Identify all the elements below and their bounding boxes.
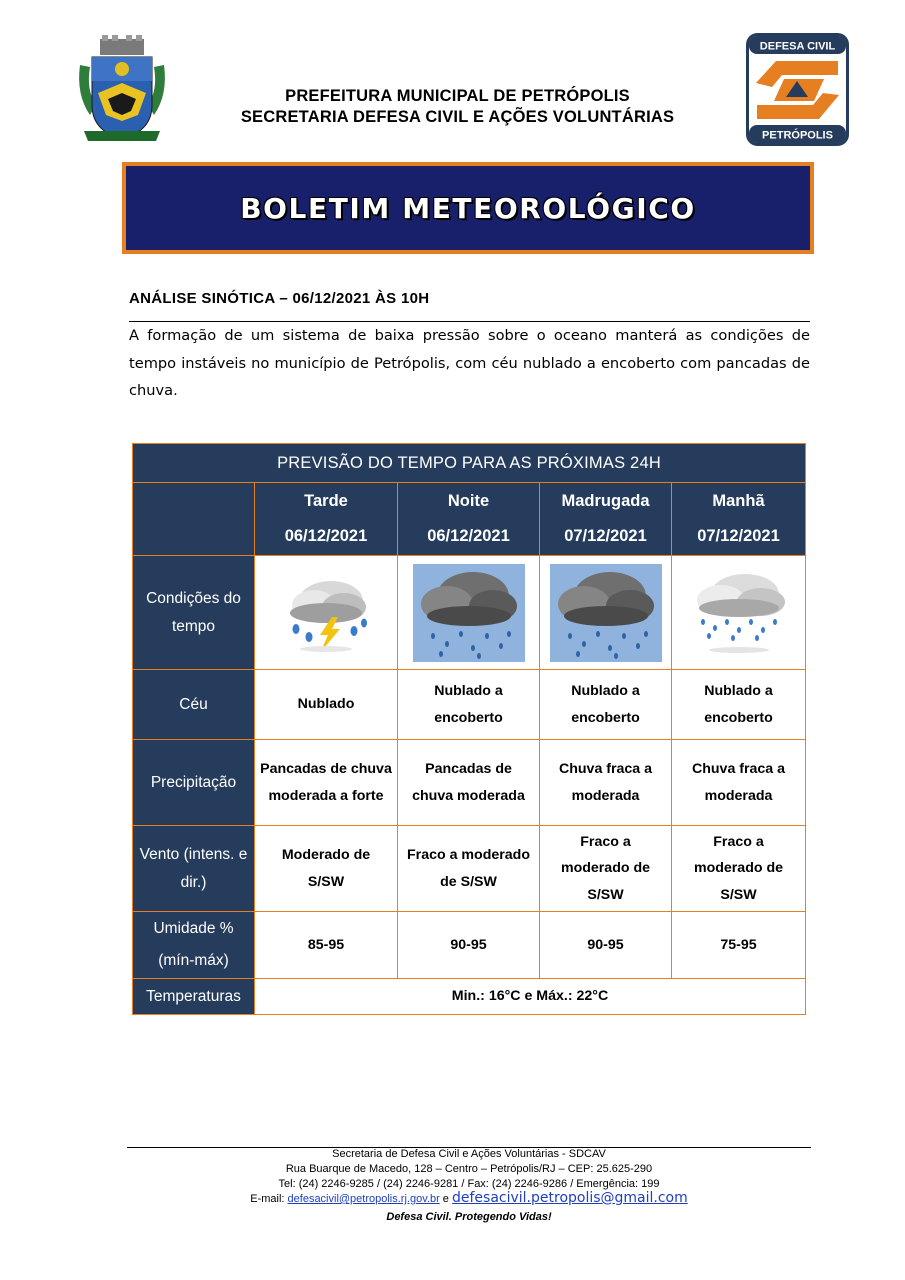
cloud-light-rain-icon [685,570,793,656]
wind-cell: Fraco a moderado de S/SW [398,826,540,912]
sky-cell: Nublado a encoberto [672,670,806,740]
precip-cell: Chuva fraca a moderada [672,740,806,826]
row-label-temps: Temperaturas [133,979,255,1015]
precip-cell: Pancadas de chuva moderada [398,740,540,826]
wind-cell: Fraco a moderado de S/SW [540,826,672,912]
condition-cell-madrugada [540,556,672,670]
precip-cell: Pancadas de chuva moderada a forte [255,740,398,826]
period-header-manha [672,483,806,556]
org-name-line-1: PREFEITURA MUNICIPAL DE PETRÓPOLIS [285,87,630,105]
wind-cell: Moderado de S/SW [255,826,398,912]
period-name: Manhã [712,492,765,510]
row-label-sky: Céu [133,670,255,740]
precip-cell: Chuva fraca a moderada [540,740,672,826]
period-header-madrugada [540,483,672,556]
email-separator: e [442,1193,449,1205]
wind-cell: Fraco a moderado de S/SW [672,826,806,912]
logo-bottom-text: PETRÓPOLIS [762,129,833,142]
period-name: Noite [447,492,490,510]
humidity-cell: 90-95 [398,912,540,979]
row-label-conditions: Condições do tempo [133,556,255,670]
sky-cell: Nublado a encoberto [540,670,672,740]
org-name-line-2: SECRETARIA DEFESA CIVIL E AÇÕES VOLUNTÁRIAS [240,108,675,126]
overcast-rain-icon [413,564,525,662]
bulletin-title: BOLETIM METEOROLÓGICO [240,191,696,225]
email-link-1[interactable]: defesacivil@petropolis.rj.gov.br [287,1193,440,1205]
row-label-precip: Precipitação [133,740,255,826]
temperatures-cell: Min.: 16°C e Máx.: 22°C [255,979,806,1015]
overcast-rain-icon [550,564,662,662]
row-label-wind: Vento (intens. e dir.) [133,826,255,912]
condition-cell-manha [672,556,806,670]
email-link-2[interactable]: defesacivil.petropolis@gmail.com [451,1190,688,1206]
synoptic-heading: ANÁLISE SINÓTICA – 06/12/2021 ÀS 10H [129,290,430,307]
bulletin-banner [122,162,814,254]
humidity-cell: 90-95 [540,912,672,979]
footer-line-3: Tel: (24) 2246-9285 / (24) 2246-9281 / Fax: (24) 2246-9286 / Emergência: 199 [278,1178,660,1190]
sky-cell: Nublado a encoberto [398,670,540,740]
email-prefix: E-mail: [250,1193,285,1205]
footer-email-line [127,1191,811,1208]
condition-cell-noite [398,556,540,670]
forecast-title: PREVISÃO DO TEMPO PARA AS PRÓXIMAS 24H [133,444,806,483]
period-header-tarde [255,483,398,556]
period-date: 07/12/2021 [564,527,647,545]
footer-slogan: Defesa Civil. Protegendo Vidas! [386,1211,552,1223]
coat-of-arms-icon [76,35,168,147]
footer-line-1: Secretaria de Defesa Civil e Ações Voluntárias - SDCAV [332,1148,606,1160]
header-empty-cell [133,483,255,556]
sky-cell: Nublado [255,670,398,740]
footer-line-2: Rua Buarque de Macedo, 128 – Centro – Petrópolis/RJ – CEP: 25.625-290 [285,1163,653,1175]
period-name: Tarde [304,492,348,510]
logo-top-text: DEFESA CIVIL [759,40,836,53]
period-date: 06/12/2021 [284,527,368,545]
period-date: 07/12/2021 [697,527,780,545]
defesa-civil-logo-icon [746,33,849,146]
thunderstorm-rain-icon [276,573,376,653]
period-date: 06/12/2021 [427,527,510,545]
period-header-noite [398,483,540,556]
forecast-table [132,443,806,1015]
synoptic-text: A formação de um sistema de baixa pressão sobre o oceano manterá as condições de tempo instáveis no município de Petrópolis, com céu nublado a encoberto com pancadas de chuva. [129,327,810,399]
row-label-humidity: Umidade % (mín-máx) [133,912,255,979]
humidity-cell: 85-95 [255,912,398,979]
period-name: Madrugada [561,492,650,510]
condition-cell-tarde [255,556,398,670]
humidity-cell: 75-95 [672,912,806,979]
